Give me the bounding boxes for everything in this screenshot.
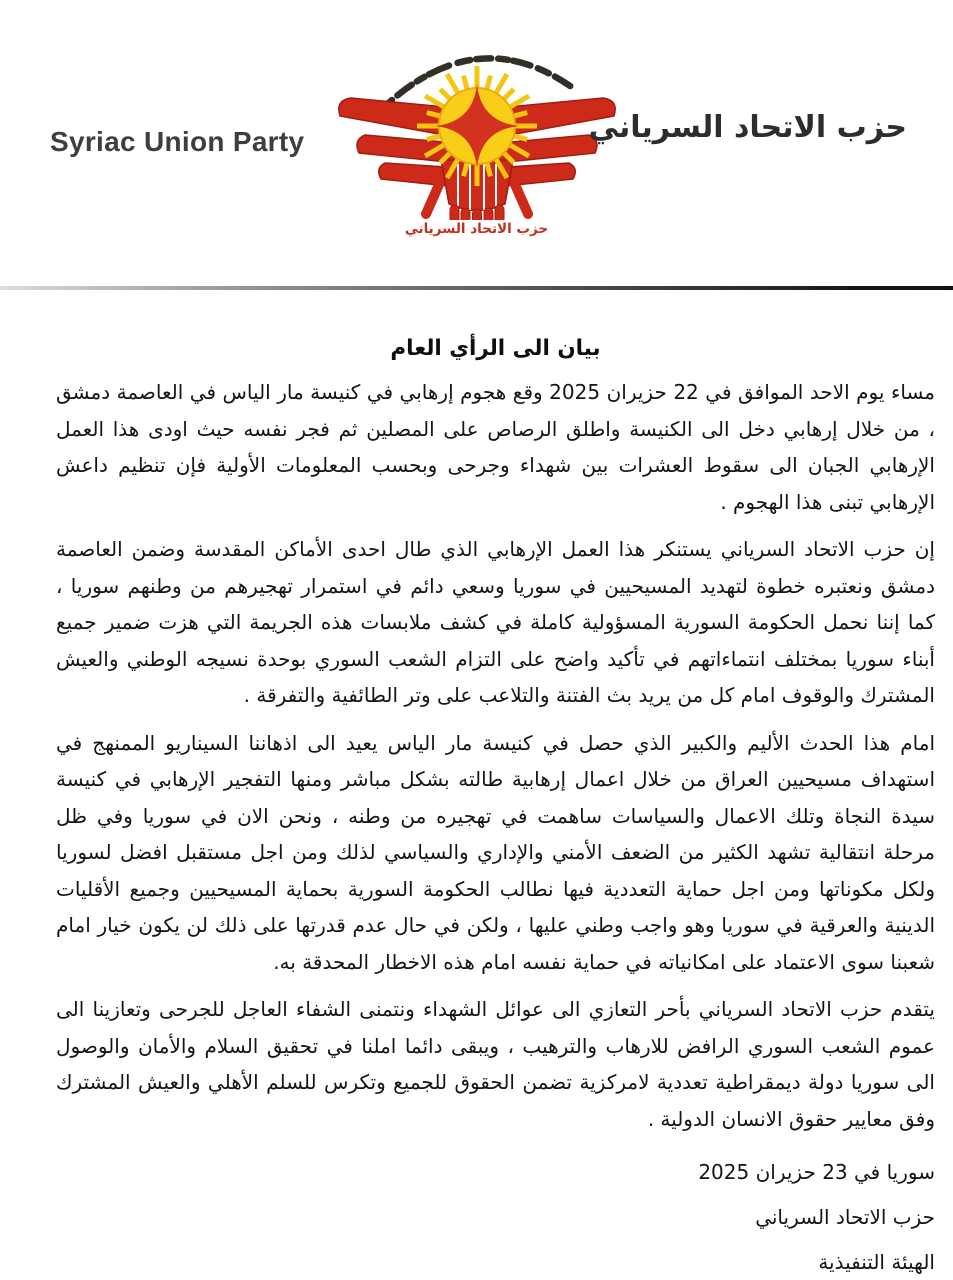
signoff-block [56,1158,935,1277]
party-emblem-eagle-icon [327,22,627,220]
statement-body [0,334,953,1277]
statement-title: بيان الى الرأي العام [390,336,601,361]
signoff-date: سوريا في 23 حزيران 2025 [698,1160,935,1184]
signoff-party-name: حزب الاتحاد السرياني [755,1205,935,1229]
party-logo [322,22,632,237]
header-divider-line [0,286,953,290]
letterhead [0,0,953,286]
logo-caption-arabic: حزب الاتحاد السرياني [404,221,549,237]
paragraph-context-demands: امام هذا الحدث الأليم والكبير الذي حصل في كنيسة مار الياس يعيد الى اذهاننا السيناريو الممنهج في استهداف مسيحيين العراق من خلال اعمال إرهابية طالته بشكل مباشر ومنها التفجير الإرهابي في كنيسة سيدة النجاة وتلك الاعمال والسياسات ساهمت في تهجيره من وطنه ، ونحن الان في سوريا وفي ظل مرحلة انتقالية تشهد الكثير من الضعف الأمني والإداري والسياسي لذلك ومن اجل مستقبل افضل لسوريا ولكل مكوناتها ومن اجل حماية التعددية فيها نطالب الحكومة السورية بحماية المسيحيين وجميع الأقليات الدينية والعرقية في سوريا وهو واجب وطني عليها ، ولكن في حال عدم قدرتها على ذلك لن يكون خيار امام شعبنا سوى الاعتماد على امكانياته في حماية نفسه امام هذه الاخطار المحدقة به. [56,730,935,974]
paragraph-attack-report: مساء يوم الاحد الموافق في 22 حزيران 2025 وقع هجوم إرهابي في كنيسة مار الياس في العاصمة دمشق ، من خلال إرهابي دخل الى الكنيسة واطلق الرصاص على المصلين ثم فجر نفسه حيث اودى هذا العمل الإرهابي الجبان الى سقوط العشرات بين شهداء وجرحى وبحسب المعلومات الأولية فإن تنظيم داعش الإرهابي تبنى هذا الهجوم . [56,380,935,514]
org-name-arabic: حزب الاتحاد السرياني [588,110,907,145]
signoff-executive-committee: الهيئة التنفيذية [818,1250,935,1274]
paragraph-condolences: يتقدم حزب الاتحاد السرياني بأحر التعازي الى عوائل الشهداء ونتمنى الشفاء العاجل للجرحى وتعازينا الى عموم الشعب السوري الرافض للارهاب والترهيب ، ويبقى دائما املنا في تحقيق السلام والأمان والوصول الى سوريا دولة ديمقراطية تعددية لامركزية تضمن الحقوق للجميع وتكرس للسلم الأهلي والعيش المشترك وفق معايير حقوق الانسان الدولية . [56,997,935,1131]
paragraph-condemnation: إن حزب الاتحاد السرياني يستنكر هذا العمل الإرهابي الذي طال احدى الأماكن المقدسة وضمن العاصمة دمشق ونعتبره خطوة لتهديد المسيحيين في سوريا وسعي دائم في استمرار تهجيرهم من وطنهم سوريا ، كما إننا نحمل الحكومة السورية المسؤولية كاملة في كشف ملابسات هذه الجريمة التي هزت ضمير جميع أبناء سوريا بمختلف انتماءاتهم في تأكيد واضح على التزام الشعب السوري بوحدة نسيجه الوطني والعيش المشترك والوقوف امام كل من يريد بث الفتنة والتلاعب على وتر الطائفية والتفرقة . [56,537,935,707]
org-name-english: Syriac Union Party [50,126,305,157]
